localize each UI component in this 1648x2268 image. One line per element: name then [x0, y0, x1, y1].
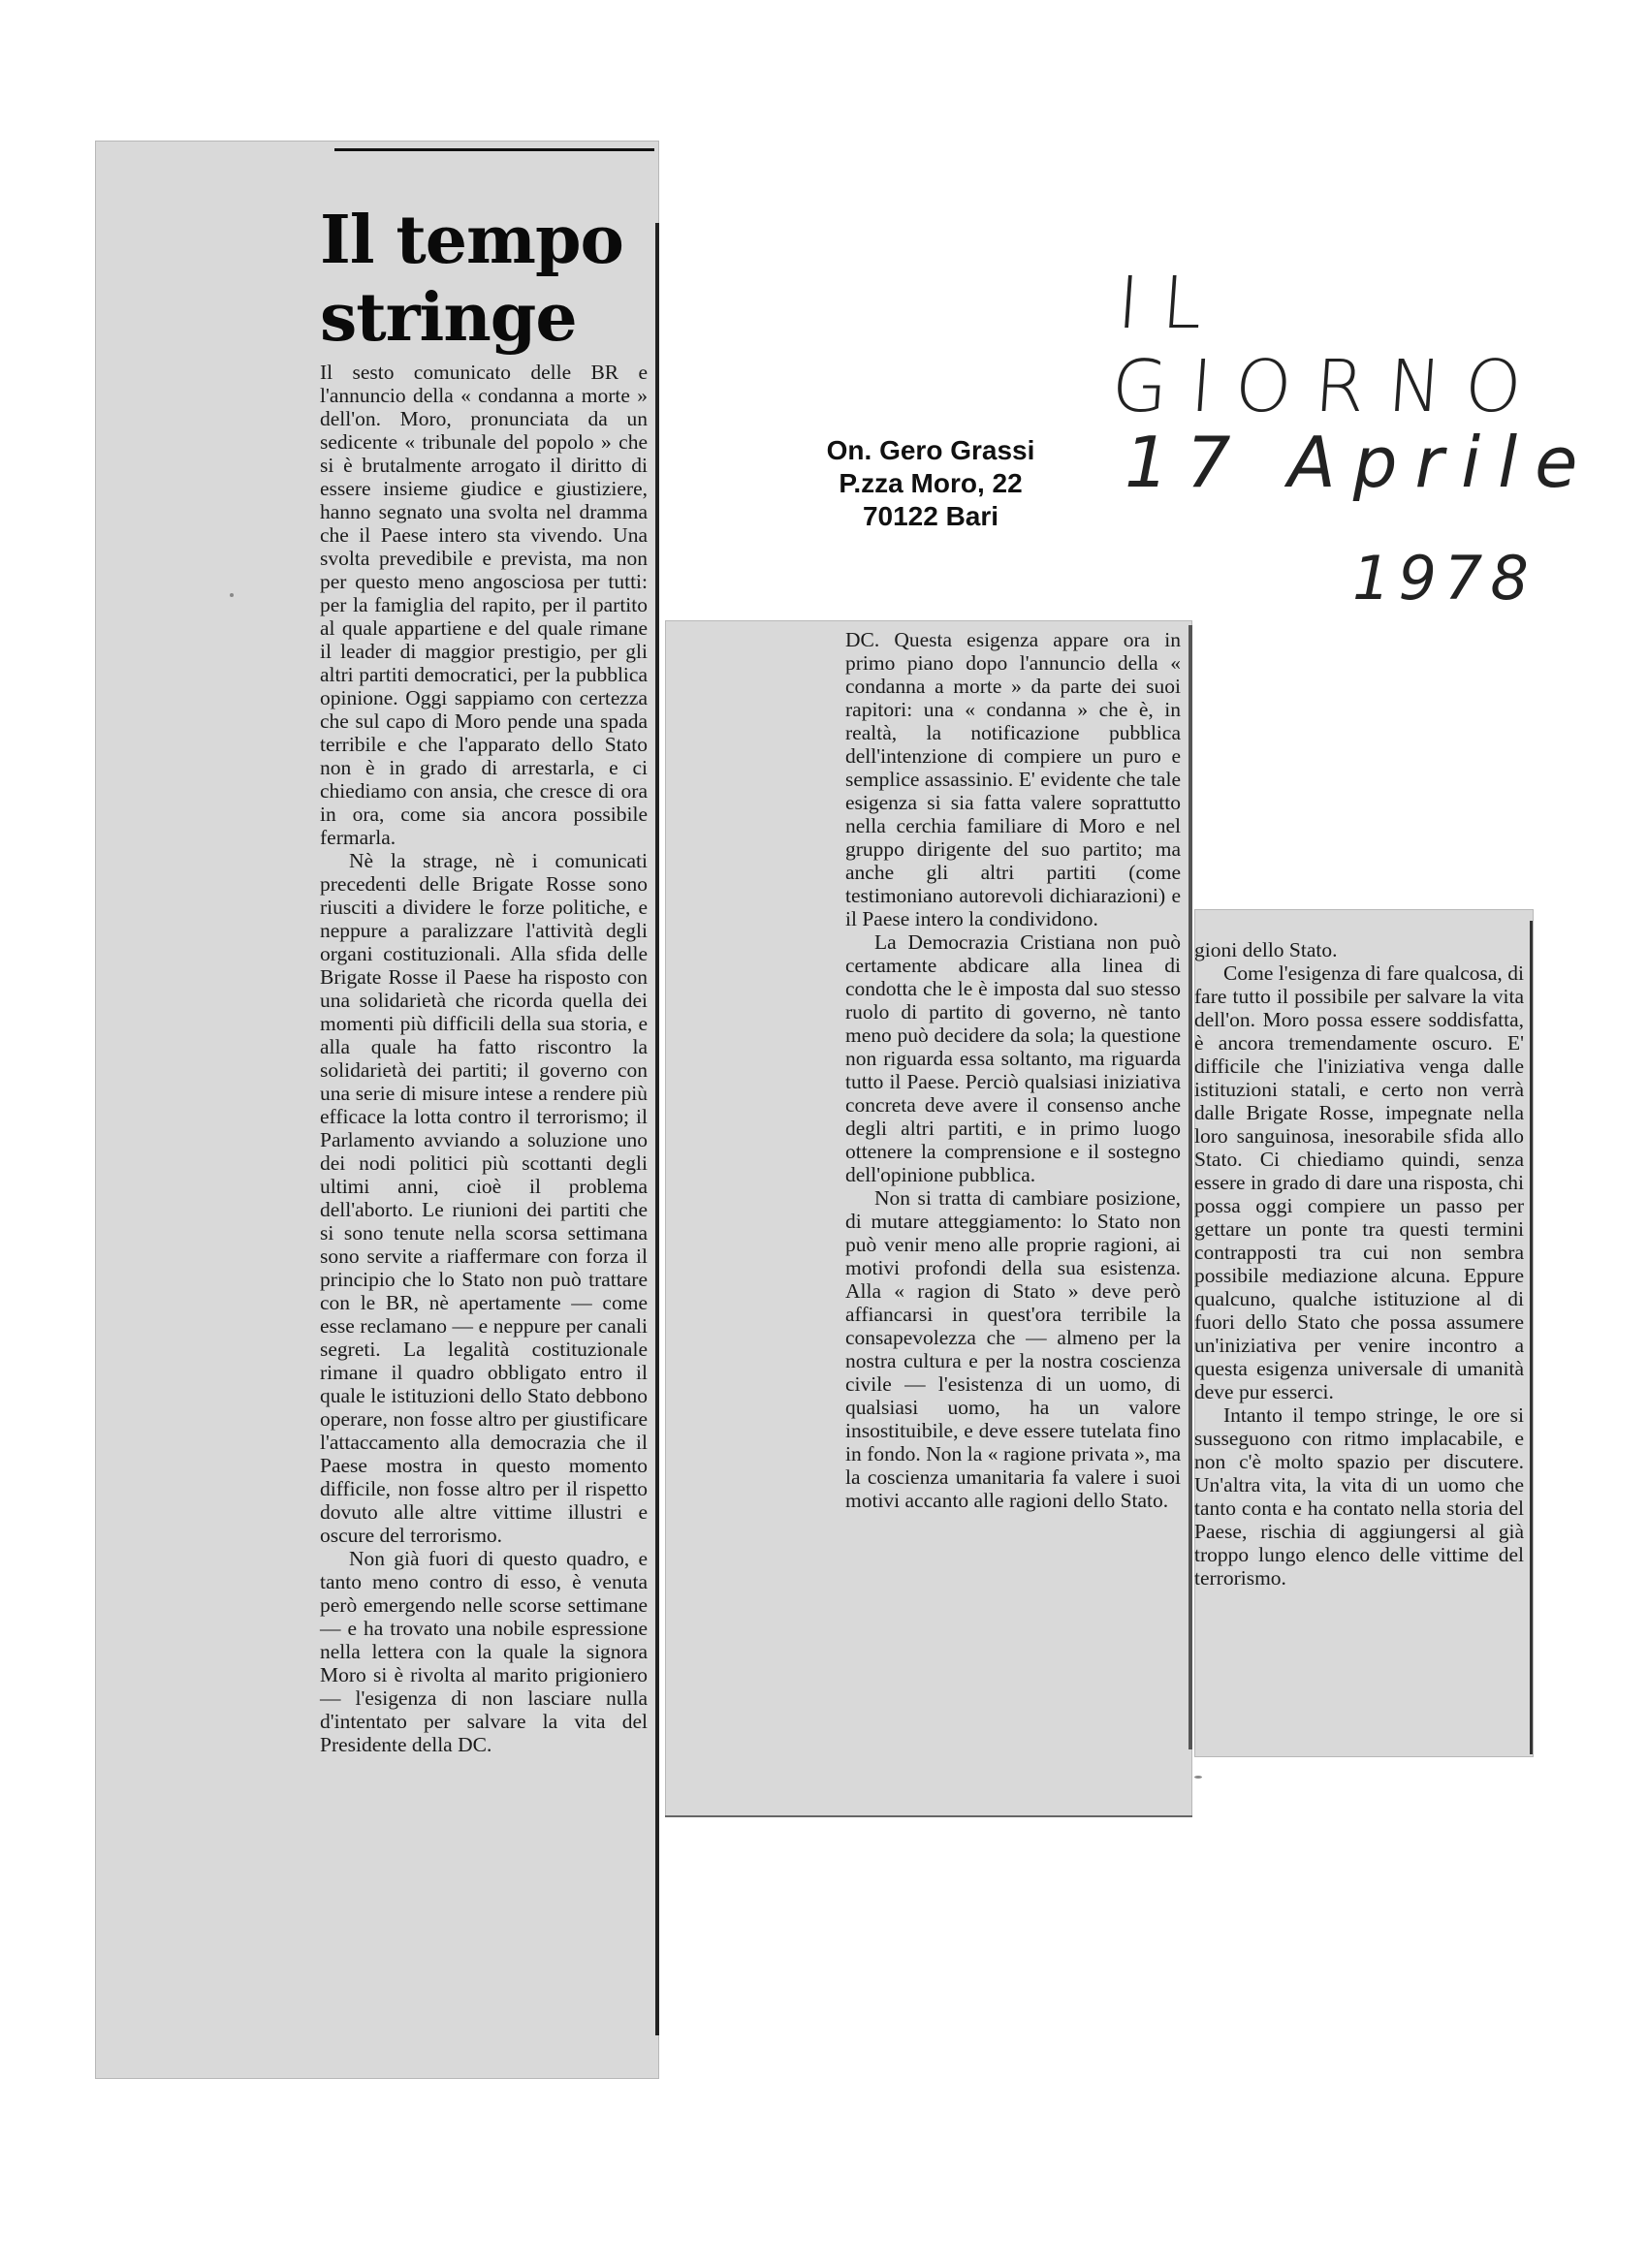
column-rule-left: [655, 223, 659, 2035]
article-column-2: [845, 628, 1181, 1512]
article-column-1: [320, 361, 648, 1756]
paragraph: DC. Questa esigenza appare ora in primo piano dopo l'annuncio della « condanna a morte » da parte dei suoi rapitori: una « condanna » che è, in realtà, la notificazione pubblica dell'intenzione di compiere un puro e semplice assassinio. E' evidente che tale esigenza si sia fatta valere soprattutto nella cerchia familiare di Moro e nel gruppo dirigente del suo partito; ma anche gli altri partiti (come testimoniano autorevoli dichiarazioni) e il Paese intero la condividono.: [845, 628, 1181, 930]
paper-speck: [230, 593, 234, 597]
paragraph: La Democrazia Cristiana non può certamente abdicare alla linea di condotta che le è imposta dal suo stesso ruolo di partito di governo, nè tanto meno può decidere da sola; la questione non riguarda essa soltanto, ma riguarda tutto il Paese. Perciò qualsiasi iniziativa concreta deve avere il consenso anche degli altri partiti, e in primo luogo ottenere la comprensione e il sostegno dell'opinione pubblica.: [845, 930, 1181, 1186]
stamp-street: P.zza Moro, 22: [839, 468, 1023, 498]
column-rule-middle: [1188, 625, 1192, 1749]
paragraph: Il sesto comunicato delle BR e l'annuncio della « condanna a morte » dell'on. Moro, pronunciata da un sedicente « tribunale del popolo » che si è brutalmente arrogato il diritto di essere insieme giudice e giustiziere, hanno segnato una svolta nel dramma che il Paese intero sta vivendo. Una svolta prevedibile e prevista, ma non per questo meno angosciosa per tutti: per la famiglia del rapito, per il partito al quale appartiene e del quale rimane il leader di maggior prestigio, per gli altri partiti democratici, per la pubblica opinione. Oggi sappiamo con certezza che sul capo di Moro pende una spada terribile e che l'apparato dello Stato non è in grado di arrestarla, e ci chiediamo con ansia, che cresce di ora in ora, come sia ancora possibile fermarla.: [320, 361, 648, 849]
article-column-3: [1194, 938, 1524, 1590]
handwritten-year: 1978: [1352, 543, 1537, 614]
paragraph: Intanto il tempo stringe, le ore si susseguono con ritmo implacabile, e non c'è molto spazio per discutere. Un'altra vita, la vita di un uomo che tanto conta e ha contato nella storia del Paese, rischia di aggiungersi al già troppo lungo elenco delle vittime del terrorismo.: [1194, 1403, 1524, 1590]
article-headline: Il tempo stringe: [320, 202, 623, 357]
handwritten-date: 17 Aprile: [1125, 422, 1596, 503]
handwritten-newspaper-name: IL GIORNO: [1108, 262, 1548, 428]
paper-speck: [1194, 1776, 1202, 1779]
paragraph: gioni dello Stato.: [1194, 938, 1338, 961]
stamp-city: 70122 Bari: [862, 501, 999, 531]
paragraph: Non si tratta di cambiare posizione, di mutare atteggiamento: lo Stato non può venir meno alle proprie ragioni, ai motivi profondi della sua esistenza. Alla « ragion di Stato » deve però affiancarsi in quest'ora terribile la consapevolezza che — almeno per la nostra cultura e per la nostra coscienza civile — l'esistenza di un uomo, di qualsiasi uomo, ha un valore insostituibile, e deve essere tutelata fino in fondo. Non la « ragione privata », ma la coscienza umanitaria fa valere i suoi motivi accanto alle ragioni dello Stato.: [845, 1186, 1181, 1512]
clipping-bottom-edge: [665, 1815, 1192, 1817]
stamp-name: On. Gero Grassi: [826, 435, 1035, 465]
paragraph: Come l'esigenza di fare qualcosa, di fare tutto il possibile per salvare la vita dell'on. Moro possa essere soddisfatta, è ancora tremendamente oscuro. E' difficile che l'iniziativa venga dalle istituzioni statali, e certo non verrà dalle Brigate Rosse, impegnate nella loro sanguinosa, inesorabile sfida allo Stato. Ci chiediamo quindi, senza essere in grado di dare una risposta, chi possa oggi compiere un passo per gettare un ponte tra questi termini contrapposti tra cui non sembra possibile mediazione alcuna. Eppure qualcuno, qualche istituzione al di fuori dello Stato che possa assumere un'iniziativa per venire incontro a questa esigenza universale di umanità deve pur esserci.: [1194, 961, 1524, 1403]
column-rule-right: [1530, 921, 1533, 1754]
paragraph: Nè la strage, nè i comunicati precedenti delle Brigate Rosse sono riusciti a dividere le forze politiche, e neppure a paralizzare l'attività degli organi costituzionali. Alla sfida delle Brigate Rosse il Paese ha risposto con una solidarietà che ricorda quella dei momenti più difficili della sua storia, e alla quale ha fatto riscontro la solidarietà dei partiti; il governo con una serie di misure intese a rendere più efficace la lotta contro il terrorismo; il Parlamento avviando a soluzione uno dei nodi politici più scottanti degli ultimi anni, cioè il problema dell'aborto. Le riunioni dei partiti che si sono tenute nella scorsa settimana sono servite a riaffermare con forza il principio che lo Stato non può trattare con le BR, nè apertamente — come esse reclamano — e neppure per canali segreti. La legalità costituzionale rimane il quadro obbligato entro il quale le istituzioni dello Stato debbono operare, non fosse altro per giustificare l'attaccamento alla democrazia che il Paese mostra in questo momento difficile, non fosse altro per il rispetto dovuto alle altre vittime illustri e oscure del terrorismo.: [320, 849, 648, 1547]
sender-stamp: [776, 434, 1086, 533]
paragraph: Non già fuori di questo quadro, e tanto meno contro di esso, è venuta però emergendo nelle scorse settimane — e ha trovato una nobile espressione nella lettera con la quale la signora Moro si è rivolta al marito prigioniero — l'esigenza di non lasciare nulla d'intentato per salvare la vita del Presidente della DC.: [320, 1547, 648, 1756]
headline-rule: [334, 148, 654, 151]
